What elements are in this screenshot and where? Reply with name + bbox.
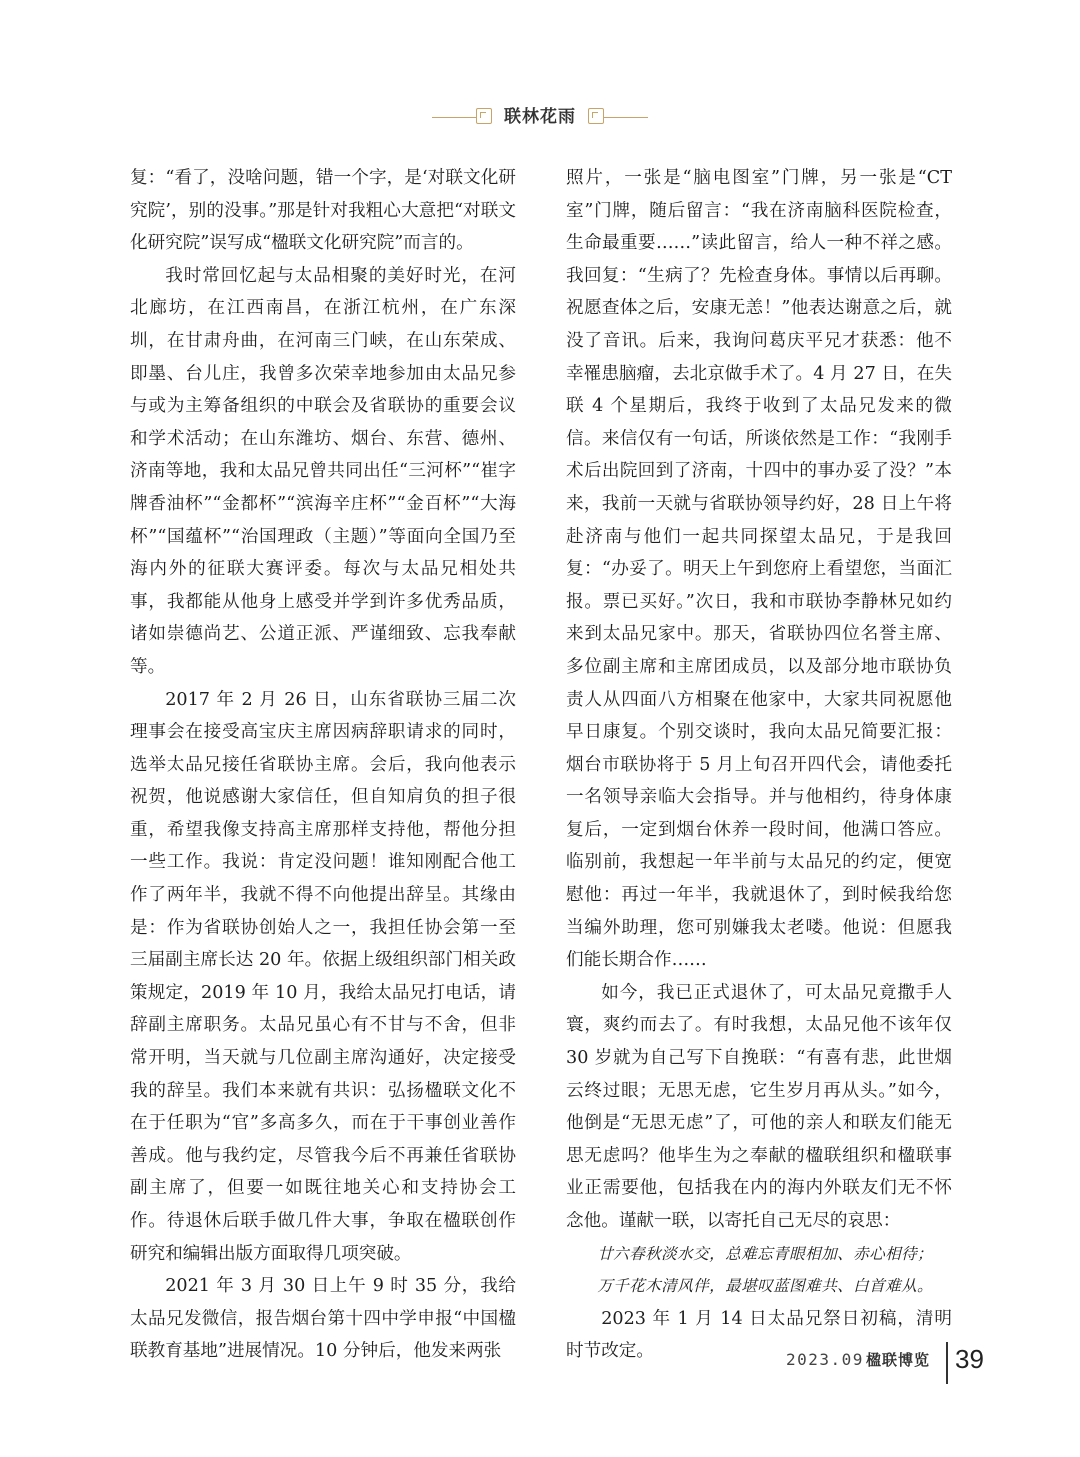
left-column [130, 162, 516, 1368]
couplet-lower-line: 万千花木清风伴，最堪叹蓝图难共、白首难从。 [597, 1277, 934, 1296]
paragraph: 如今，我已正式退休了，可太品兄竟撒手人寰，爽约而去了。有时我想，太品兄他不该年仅 30 岁就为自己写下自挽联：“有喜有悲，此世烟云终过眼；无思无虑，它生岁月再从头。”如今，他倒是“无思无虑”了，可他的亲人和联友们能无思无虑吗？他毕生为之奉献的楹联组织和楹联事业正需要他，包括我在内的海内外联友们无不怀念他。谨献一联，以寄托自己无尽的哀思： [566, 982, 952, 1231]
paragraph: 2017 年 2 月 26 日，山东省联协三届二次理事会在接受高宝庆主席因病辞职请求的同时，选举太品兄接任省联协主席。会后，我向他表示祝贺，他说感谢大家信任，但自知肩负的担子很重，希望我像支持高主席那样支持他，帮他分担一些工作。我说：肯定没问题！谁知刚配合他工作了两年半，我就不得不向他提出辞呈。其缘由是：作为省联协创始人之一，我担任协会第一至三届副主席长达 20 年。依据上级组织部门相关政策规定，2019 年 10 月，我给太品兄打电话，请辞副主席职务。太品兄虽心有不甘与不舍，但非常开明，当天就与几位副主席沟通好，决定接受我的辞呈。我们本来就有共识：弘扬楹联文化不在于任职为“官”多高多久，而在于干事创业善作善成。他与我约定，尽管我今后不再兼任省联协副主席了，但要一如既往地关心和支持协会工作。待退休后联手做几件大事，争取在楹联创作研究和编辑出版方面取得几项突破。 [130, 689, 516, 1264]
running-header [0, 96, 1080, 132]
paragraph-dateline: 2023 年 1 月 14 日太品兄祭日初稿，清明时节改定。 [566, 1308, 952, 1362]
footer-divider [946, 1342, 948, 1384]
header-rule-right [604, 117, 648, 118]
issue-label: 2023.09 [786, 1350, 864, 1369]
page-number: 39 [955, 1344, 984, 1374]
right-column [566, 162, 952, 1368]
paragraph: 我时常回忆起与太品相聚的美好时光，在河北廊坊，在江西南昌，在浙江杭州，在广东深圳，在甘肃舟曲，在河南三门峡，在山东荣成、即墨、台儿庄，我曾多次荣幸地参加由太品兄参与或为主筹备组织的中联会及省联协的重要会议和学术活动；在山东潍坊、烟台、东营、德州、济南等地，我和太品兄曾共同出任“三河杯”“崔字牌香油杯”“金都杯”“滨海辛庄杯”“金百杯”“大海杯”“国蕴杯”“治国理政（主题）”等面向全国乃至海内外的征联大赛评委。每次与太品兄相处共事，我都能从他身上感受并学到许多优秀品质，诸如崇德尚艺、公道正派、严谨细致、忘我奉献等。 [130, 265, 516, 677]
couplet-upper-line: 廿六春秋淡水交，总难忘青眼相加、赤心相待； [597, 1244, 934, 1263]
magazine-name: 楹联博览 [866, 1351, 931, 1369]
page-footer [0, 1342, 1080, 1392]
paragraph: 照片，一张是“脑电图室”门牌，另一张是“CT 室”门牌，随后留言：“我在济南脑科医院检查，生命最重要……”读此留言，给人一种不祥之感。我回复：“生病了？先检查身体。事情以后再聊。祝愿查体之后，安康无恙！”他表达谢意之后，就没了音讯。后来，我询问葛庆平兄才获悉：他不幸罹患脑瘤，去北京做手术了。4 月 27 日，在失联 4 个星期后，我终于收到了太品兄发来的微信。来信仅有一句话，所谈依然是工作：“我刚手术后出院回到了济南，十四中的事办妥了没？”本来，我前一天就与省联协领导约好，28 日上午将赴济南与他们一起共同探望太品兄，于是我回复：“办妥了。明天上午到您府上看望您，当面汇报。票已买好。”次日，我和市联协李静林兄如约来到太品兄家中。那天，省联协四位名誉主席、多位副主席和主席团成员，以及部分地市联协负责人从四面八方相聚在他家中，大家共同祝愿他早日康复。个别交谈时，我向太品兄简要汇报：烟台市联协将于 5 月上旬召开四代会，请他委托一名领导亲临大会指导。并与他相约，待身体康复后，一定到烟台休养一段时间，他满口答应。临别前，我想起一年半前与太品兄的约定，便宽慰他：再过一年半，我就退休了，到时候我给您当编外助理，您可别嫌我太老喽。他说：但愿我们能长期合作…… [566, 168, 952, 971]
fret-ornament-left-icon [476, 108, 492, 124]
section-title: 联林花雨 [504, 107, 576, 127]
paragraph: 复：“看了，没啥问题，错一个字，是‘对联文化研究院’，别的没事。”那是针对我粗心大意把“对联文化研究院”误写成“楹联文化研究院”而言的。 [130, 168, 516, 254]
fret-ornament-right-icon [588, 108, 604, 124]
header-rule-left [432, 117, 476, 118]
paragraph: 2021 年 3 月 30 日上午 9 时 35 分，我给太品兄发微信，报告烟台第十四中学申报“中国楹联教育基地”进展情况。10 分钟后，他发来两张 [130, 1276, 516, 1362]
